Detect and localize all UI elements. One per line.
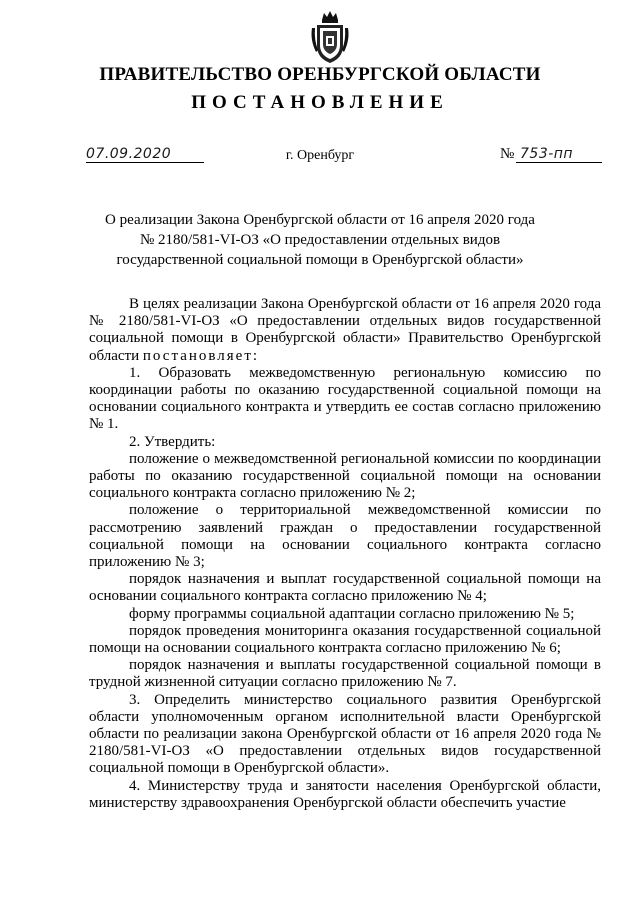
- paragraph-2c: порядок назначения и выплат государственной социальной помощи на основании социального контракта согласно приложению № 4;: [89, 571, 601, 605]
- paragraph-4: 4. Министерству труда и занятости населения Оренбургской области, министерству здравоохранения Оренбургской области обеспечить участие: [89, 777, 601, 811]
- paragraph-2: 2. Утвердить:: [129, 433, 216, 450]
- paragraph-2b: положение о территориальной межведомственной комиссии по рассмотрению заявлений граждан о предоставлении государственной социальной помощи на основании социального контракта согласно приложению № 3;: [89, 502, 601, 571]
- coat-of-arms-icon: [309, 10, 351, 66]
- intro-paragraph: [89, 296, 601, 365]
- paragraph-2d: форму программы социальной адаптации согласно приложению № 5;: [129, 605, 575, 622]
- paragraph-2a: положение о межведомственной региональной комиссии по координации работы по оказанию государственной социальной помощи на основании социального контракта согласно приложению № 2;: [89, 450, 601, 502]
- subject-line-2: № 2180/581-VI-ОЗ «О предоставлении отдельных видов: [139, 232, 501, 248]
- subject-line-3: государственной социальной помощи в Оренбургской области»: [116, 252, 524, 268]
- document-type-title: ПОСТАНОВЛЕНИЕ: [191, 92, 449, 113]
- document-city: г. Оренбург: [285, 148, 355, 163]
- intro-verb: постановляет:: [142, 347, 260, 364]
- paragraph-2f: порядок назначения и выплаты государственной социальной помощи в трудной жизненной ситуации согласно приложению № 7.: [89, 657, 601, 691]
- number-underline: [516, 162, 602, 163]
- intro-text: В целях реализации Закона Оренбургской области от 16 апреля 2020 года № 2180/581-VI-ОЗ «О предоставлении отдельных видов государственной социальной помощи в Оренбургской области» Правительство Оренбургской области: [89, 296, 601, 364]
- paragraph-3: 3. Определить министерство социального развития Оренбургской области уполномоченным органом исполнительной власти Оренбургской области по реализации закона Оренбургской области от 16 апреля 2020 года № 2180/581-VI-ОЗ «О предоставлении отдельных видов государственной социальной помощи в Оренбургской области».: [89, 691, 601, 777]
- document-number-label: №: [500, 146, 515, 162]
- government-title: ПРАВИТЕЛЬСТВО ОРЕНБУРГСКОЙ ОБЛАСТИ: [99, 64, 541, 85]
- document-number: 753-пп: [520, 146, 574, 162]
- subject-line-1: О реализации Закона Оренбургской области от 16 апреля 2020 года: [105, 212, 535, 228]
- document-date: 07.09.2020: [86, 146, 172, 162]
- paragraph-2e: порядок проведения мониторинга оказания государственной социальной помощи на основании социального контракта согласно приложению № 6;: [89, 622, 601, 657]
- document-body: [89, 296, 601, 812]
- document-subject: [90, 210, 550, 270]
- paragraph-1: 1. Образовать межведомственную региональную комиссию по координации работы по оказанию государственной социальной помощи на основании социального контракта и утвердить ее состав согласно приложению № 1.: [89, 364, 601, 433]
